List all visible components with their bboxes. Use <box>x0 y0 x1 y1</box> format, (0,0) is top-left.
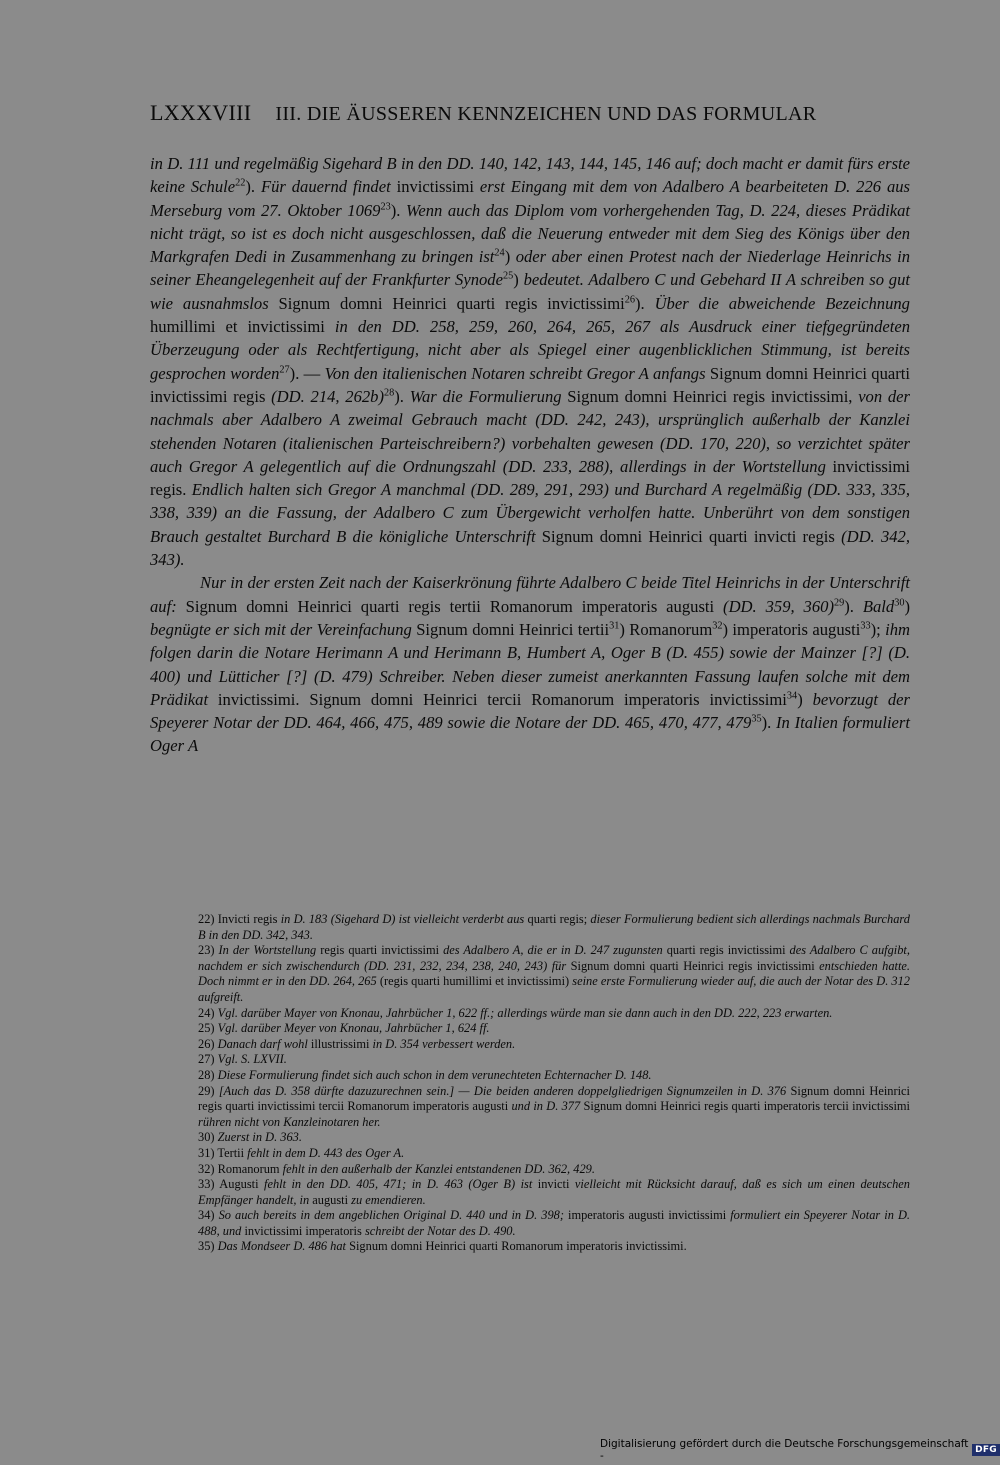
footnote: 28) Diese Formulierung findet sich auch schon in dem verunechteten Echternacher D. 148. <box>198 1067 652 1082</box>
footnote: 24) Vgl. darüber Mayer von Knonau, Jahrbücher 1, 622 ff.; allerdings würde man sie dann auch in den DD. 222, 223 erwarten. <box>198 1005 833 1020</box>
footnotes <box>198 912 910 1255</box>
footnote: 23) In der Wortstellung regis quarti invictissimi des Adalbero A, die er in D. 247 zugunsten quarti regis invictissimi des Adalbero C aufgibt, nachdem er sich zwischendurch (DD. 231, 232, 234, 238, 240, 243) für Signum domni quarti Heinrici regis invictissimi entschieden hatte. Doch nimmt er in den DD. 264, 265 (regis quarti humillimi et invictissimi) seine erste Formulierung wieder auf, die auch der Notar des D. 312 aufgreift. <box>198 943 910 1004</box>
footnote: 31) Tertii fehlt in dem D. 443 des Oger A. <box>198 1145 405 1160</box>
page-number: LXXXVIII <box>150 100 252 125</box>
footnote: 35) Das Mondseer D. 486 hat Signum domni Heinrici quarti Romanorum imperatoris invictissimi. <box>198 1239 687 1254</box>
footnote: 32) Romanorum fehlt in den außerhalb der Kanzlei entstandenen DD. 362, 429. <box>198 1161 595 1176</box>
main-text <box>150 152 910 758</box>
footnote: 33) Augusti fehlt in den DD. 405, 471; in D. 463 (Oger B) ist invicti vielleicht mit Rücksicht darauf, daß es sich um einen deutschen Empfänger handelt, in augusti zu emendieren. <box>198 1177 910 1207</box>
footnote: 34) So auch bereits in dem angeblichen Original D. 440 und in D. 398; imperatoris augusti invictissimi formuliert ein Speyerer Notar in D. 488, und invictissimi imperatoris schreibt der Notar des D. 490. <box>198 1208 910 1238</box>
funding-footer <box>600 1438 1000 1462</box>
funding-text: Digitalisierung gefördert durch die Deutsche Forschungsgemeinschaft - <box>600 1438 969 1462</box>
footnote: 22) Invicti regis in D. 183 (Sigehard D) ist vielleicht verderbt aus quarti regis; dieser Formulierung bedient sich allerdings nachmals Burchard B in den DD. 342, 343. <box>198 912 910 942</box>
running-title: III. DIE ÄUSSEREN KENNZEICHEN UND DAS FORMULAR <box>275 103 817 125</box>
paragraph-2: Nur in der ersten Zeit nach der Kaiserkrönung führte Adalbero C beide Titel Heinrichs in der Unterschrift auf: Signum domni Heinrici quarti regis tertii Romanorum imperatoris augusti (DD. 359, 360)$^{29}$). Bald$^{30}$) begnügte er sich mit der Vereinfachung Signum domni Heinrici tertii$^{31}$) Romanorum$^{32}$) imperatoris augusti$^{33}$); ihm folgen darin die Notare Herimann A und Herimann B, Humbert A, Oger B (D. 455) sowie der Mainzer [?] (D. 400) und Lütticher [?] (D. 479) Schreiber. Neben dieser zumeist anerkannten Fassung laufen solche mit dem Prädikat invictissimi. Signum domni Heinrici tercii Romanorum imperatoris invictissimi$^{34}$) bevorzugt der Speyerer Notar der DD. 464, 466, 475, 489 sowie die Notare der DD. 465, 470, 477, $479^{35}$). In Italien formuliert Oger A <box>150 573 911 756</box>
footnote: 25) Vgl. darüber Meyer von Knonau, Jahrbücher 1, 624 ff. <box>198 1021 490 1036</box>
dfg-logo: DFG <box>972 1444 1000 1456</box>
footnote: 26) Danach darf wohl illustrissimi in D. 354 verbessert werden. <box>198 1036 516 1051</box>
footnote: 30) Zuerst in D. 363. <box>198 1130 302 1145</box>
footnote: 27) Vgl. S. LXVII. <box>198 1052 287 1067</box>
paragraph-1: in D. 111 und regelmäßig Sigehard B in den DD. 140, 142, 143, 144, 145, 146 auf; doch macht er damit fürs erste keine Schule$^{22}$). Für dauernd findet invictissimi erst Eingang mit dem von Adalbero A bearbeiteten D. 226 aus Merseburg vom 27. Oktober 1069$^{23}$). Wenn auch das Diplom vom vorhergehenden Tag, D. 224, dieses Prädikat nicht trägt, so ist es doch nicht ausgeschlossen, daß die Neuerung entweder mit dem Sieg des Königs über den Markgrafen Dedi in Zusammenhang zu bringen ist$^{24}$) oder aber einen Protest nach der Niederlage Heinrichs in seiner Eheangelegenheit auf der Frankfurter Synode$^{25}$) bedeutet. Adalbero C und Gebehard II A schreiben so gut wie ausnahmslos Signum domni Heinrici quarti regis invictissimi$^{26}$). Über die abweichende Bezeichnung humillimi et invictissimi in den DD. 258, 259, 260, 264, 265, 267 als Ausdruck einer tiefgegründeten Überzeugung oder als Rechtfertigung, nicht aber als Spiegel einer augenblicklichen Stimmung, ist bereits gesprochen worden$^{27}$). — Von den italienischen Notaren schreibt Gregor A anfangs Signum domni Heinrici quarti invictissimi regis (DD. 214, 262b)$^{28}$). War die Formulierung Signum domni Heinrici regis invictissimi, von der nachmals aber Adalbero A zweimal Gebrauch macht (DD. 242, 243), ursprünglich außerhalb der Kanzlei stehenden Notaren (italienischen Parteischreibern?) vorbehalten gewesen (DD. 170, 220), so verzichtet später auch Gregor A gelegentlich auf die Ordnungszahl (DD. 233, 288), allerdings in der Wortstellung invictissimi regis. Endlich halten sich Gregor A manchmal (DD. 289, 291, 293) und Burchard A regelmäßig (DD. 333, 335, 338, 339) an die Fassung, der Adalbero C zum Übergewicht verholfen hatte. Unberührt von dem sonstigen Brauch gestaltet Burchard B die königliche Unterschrift Signum domni Heinrici quarti invicti regis (DD. 342, 343). <box>150 154 911 570</box>
running-header <box>150 100 910 126</box>
footnote: 29) [Auch das D. 358 dürfte dazuzurechnen sein.] — Die beiden anderen doppelgliedrigen Signumzeilen in D. 376 Signum domni Heinrici regis quarti invictissimi tercii Romanorum imperatoris augusti und in D. 377 Signum domni Heinrici regis quarti imperatoris tercii invictissimi rühren nicht von Kanzleinotaren her. <box>198 1083 910 1129</box>
